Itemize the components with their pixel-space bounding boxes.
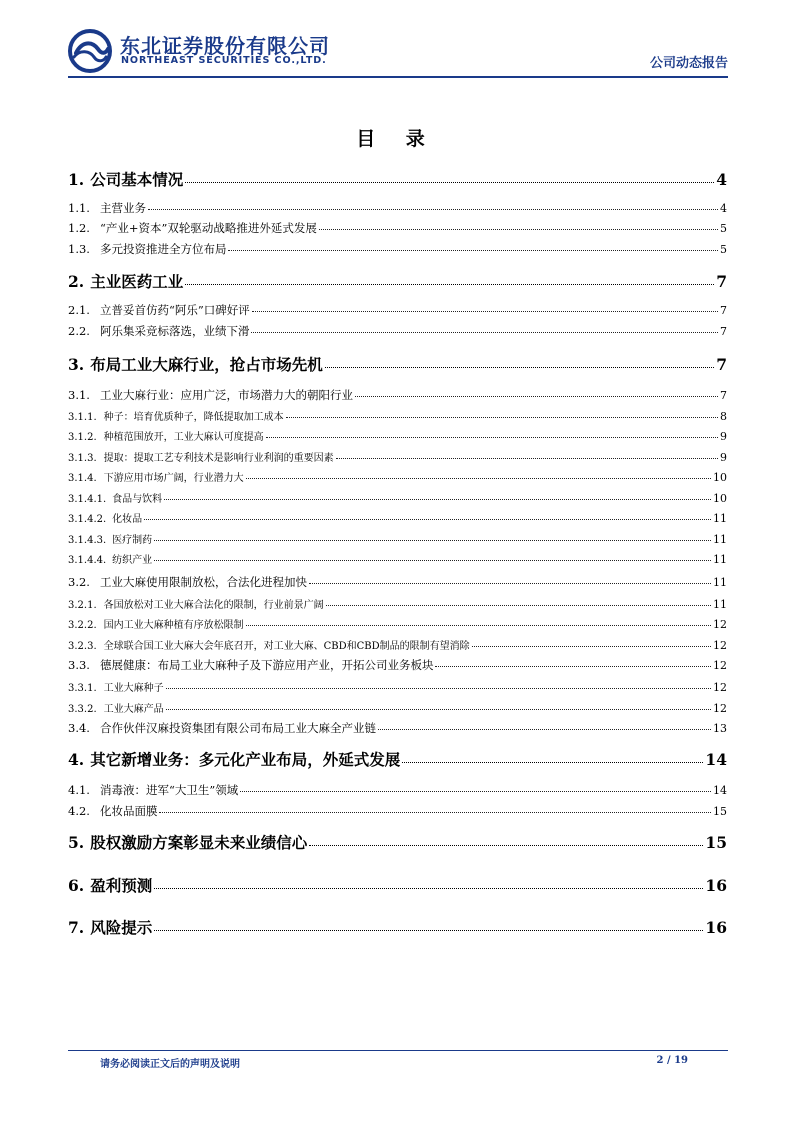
company-logo-icon — [68, 29, 112, 73]
toc-entry[interactable] — [68, 720, 727, 736]
toc-entry-title: 下游应用市场广阔，行业潜力大 — [103, 473, 244, 484]
toc-entry-page: 16 — [705, 918, 727, 937]
toc-entry-title: 布局工业大麻行业，抢占市场先机 — [90, 355, 323, 374]
toc-leader-dots — [246, 625, 711, 626]
toc-entry-page: 9 — [720, 451, 727, 464]
footer-divider — [68, 1050, 728, 1051]
toc-entry-title: 工业大麻行业：应用广泛，市场潜力大的朝阳行业 — [99, 388, 353, 402]
toc-leader-dots — [472, 646, 711, 647]
toc-entry-page: 11 — [713, 598, 727, 611]
toc-entry-page: 13 — [713, 722, 727, 735]
toc-leader-dots — [378, 729, 711, 730]
toc-entry-page: 14 — [705, 750, 727, 769]
toc-entry-title: “产业+资本”双轮驱动战略推进外延式发展 — [99, 221, 317, 235]
toc-entry-title: 种子：培育优质种子，降低提取加工成本 — [103, 412, 284, 423]
toc-entry-page: 9 — [720, 430, 727, 443]
toc-leader-dots — [164, 499, 711, 500]
toc-entry-number: 3.2. — [68, 575, 90, 589]
toc-entry[interactable] — [68, 387, 727, 403]
toc-entry-title: 其它新增业务：多元化产业布局，外延式发展 — [90, 750, 401, 769]
toc-entry-title: 立普妥首仿药“阿乐”口碑好评 — [99, 303, 250, 317]
toc-entry-title: 工业大麻种子 — [103, 683, 164, 694]
toc-entry-page: 12 — [713, 639, 727, 652]
header-divider — [68, 76, 728, 78]
toc-leader-dots — [286, 417, 718, 418]
toc-entry-page: 11 — [713, 553, 727, 566]
toc-entry-page: 7 — [716, 272, 727, 291]
toc-leader-dots — [355, 396, 718, 397]
toc-leader-dots — [159, 812, 711, 813]
toc-entry-title: 各国放松对工业大麻合法化的限制，行业前景广阔 — [103, 600, 324, 611]
toc-entry-number: 2. — [68, 272, 85, 291]
toc-entry-page: 12 — [713, 659, 727, 672]
toc-entry[interactable] — [68, 168, 727, 190]
toc-entry-number: 4.1. — [68, 783, 90, 797]
toc-entry-title: 合作伙伴汉麻投资集团有限公司布局工业大麻全产业链 — [99, 721, 376, 735]
toc-entry-number: 7. — [68, 918, 85, 937]
page-header — [68, 28, 728, 76]
toc-entry-number: 3. — [68, 355, 85, 374]
toc-entry-title: 盈利预测 — [90, 876, 153, 895]
toc-entry-number: 1.2. — [68, 221, 90, 235]
toc-leader-dots — [154, 930, 703, 931]
toc-entry[interactable] — [68, 916, 727, 938]
toc-entry[interactable] — [68, 241, 727, 257]
toc-entry[interactable] — [68, 449, 727, 464]
toc-entry-number: 5. — [68, 833, 85, 852]
toc-entry-number: 3.3. — [68, 658, 90, 672]
company-name-cn: 东北证券股份有限公司 — [120, 34, 330, 58]
toc-entry[interactable] — [68, 596, 727, 611]
toc-entry-number: 1. — [68, 170, 85, 189]
toc-entry[interactable] — [68, 616, 727, 631]
toc-entry-number: 3.1.3. — [68, 453, 97, 464]
toc-entry-number: 3.3.2. — [68, 704, 97, 715]
toc-entry[interactable] — [68, 551, 727, 566]
toc-leader-dots — [185, 284, 714, 285]
toc-title: 目 录 — [356, 128, 437, 150]
toc-entry-title: 医疗制药 — [112, 535, 153, 546]
toc-leader-dots — [309, 583, 711, 584]
toc-entry-number: 2.1. — [68, 303, 90, 317]
toc-leader-dots — [240, 791, 711, 792]
report-type-label: 公司动态报告 — [649, 56, 728, 71]
toc-leader-dots — [251, 332, 718, 333]
page-number: 2 / 19 — [656, 1055, 688, 1066]
toc-leader-dots — [319, 229, 718, 230]
toc-entry[interactable] — [68, 782, 727, 798]
toc-entry-page: 5 — [720, 222, 727, 235]
toc-entry-number: 3.2.1. — [68, 600, 97, 611]
toc-entry-number: 4. — [68, 750, 85, 769]
toc-entry-number: 3.2.2. — [68, 620, 97, 631]
toc-entry-page: 15 — [713, 805, 727, 818]
toc-entry-page: 7 — [720, 389, 727, 402]
toc-entry-title: 多元投资推进全方位布局 — [99, 242, 227, 256]
toc-entry-number: 4.2. — [68, 804, 90, 818]
toc-entry-title: 工业大麻产品 — [103, 704, 164, 715]
toc-leader-dots — [309, 845, 703, 846]
toc-leader-dots — [185, 182, 714, 183]
toc-entry[interactable] — [68, 679, 727, 694]
toc-entry-page: 10 — [713, 471, 727, 484]
toc-entry-page: 12 — [713, 618, 727, 631]
toc-entry-number: 3.1.4.4. — [68, 555, 107, 566]
toc-entry[interactable] — [68, 657, 727, 673]
toc-entry[interactable] — [68, 510, 727, 525]
toc-entry[interactable] — [68, 353, 727, 375]
toc-entry[interactable] — [68, 428, 727, 443]
toc-entry-number: 6. — [68, 876, 85, 895]
toc-entry-title: 阿乐集采竞标落选，业绩下滑 — [99, 324, 250, 338]
toc-leader-dots — [336, 458, 718, 459]
toc-entry-title: 提取：提取工艺专利技术是影响行业利润的重要因素 — [103, 453, 334, 464]
toc-entry-title: 食品与饮料 — [112, 494, 163, 505]
toc-entry-title: 风险提示 — [90, 918, 153, 937]
toc-entry-title: 化妆品 — [112, 514, 143, 525]
footer-disclaimer: 请务必阅读正文后的声明及说明 — [100, 1059, 240, 1070]
toc-entry-number: 3.1. — [68, 388, 90, 402]
toc-entry-title: 主业医药工业 — [90, 272, 184, 291]
toc-entry-page: 7 — [720, 325, 727, 338]
toc-entry-page: 11 — [713, 512, 727, 525]
toc-entry-title: 国内工业大麻种植有序放松限制 — [103, 620, 244, 631]
toc-entry-number: 1.1. — [68, 201, 90, 215]
toc-entry-number: 3.1.1. — [68, 412, 97, 423]
toc-leader-dots — [246, 478, 711, 479]
toc-entry-number: 1.3. — [68, 242, 90, 256]
toc-leader-dots — [144, 519, 711, 520]
toc-entry-page: 7 — [716, 355, 727, 374]
company-name-en: NORTHEAST SECURITIES CO.,LTD. — [121, 55, 327, 66]
toc-entry-number: 3.3.1. — [68, 683, 97, 694]
toc-entry-number: 3.1.4.3. — [68, 535, 107, 546]
toc-leader-dots — [154, 540, 711, 541]
toc-entry[interactable] — [68, 408, 727, 423]
toc-entry-number: 3.1.4.1. — [68, 494, 107, 505]
toc-entry-title: 种植范围放开，工业大麻认可度提高 — [103, 432, 264, 443]
toc-leader-dots — [266, 437, 718, 438]
toc-entry[interactable] — [68, 323, 727, 339]
toc-leader-dots — [166, 688, 711, 689]
toc-entry-title: 工业大麻使用限制放松，合法化进程加快 — [99, 575, 307, 589]
toc-entry-page: 14 — [713, 784, 727, 797]
toc-entry-title: 主营业务 — [99, 201, 146, 215]
toc-entry[interactable] — [68, 302, 727, 318]
toc-entry[interactable] — [68, 574, 727, 590]
toc-entry-page: 11 — [713, 533, 727, 546]
toc-entry-page: 15 — [705, 833, 727, 852]
toc-entry[interactable] — [68, 490, 727, 505]
toc-leader-dots — [325, 367, 715, 368]
toc-entry[interactable] — [68, 637, 727, 652]
toc-leader-dots — [402, 762, 703, 763]
toc-entry-title: 全球联合国工业大麻大会年底召开，对工业大麻、CBD和CBD制品的限制有望消除 — [103, 641, 470, 652]
toc-entry-number: 3.4. — [68, 721, 90, 735]
toc-entry[interactable] — [68, 874, 727, 896]
toc-entry-page: 10 — [713, 492, 727, 505]
toc-leader-dots — [166, 709, 711, 710]
toc-entry-title: 纺织产业 — [112, 555, 153, 566]
toc-entry-number: 3.1.4.2. — [68, 514, 107, 525]
toc-entry-page: 12 — [713, 681, 727, 694]
toc-entry-title: 股权激励方案彰显未来业绩信心 — [90, 833, 308, 852]
toc-entry[interactable] — [68, 531, 727, 546]
toc-entry[interactable] — [68, 748, 727, 770]
toc-entry-page: 4 — [716, 170, 727, 189]
toc-leader-dots — [148, 209, 718, 210]
toc-leader-dots — [228, 250, 718, 251]
toc-entry-title: 消毒液：进军“大卫生”领域 — [99, 783, 239, 797]
toc-entry-title: 公司基本情况 — [90, 170, 184, 189]
toc-entry-page: 11 — [713, 576, 727, 589]
toc-entry-page: 12 — [713, 702, 727, 715]
toc-entry-page: 4 — [720, 202, 727, 215]
toc-entry[interactable] — [68, 831, 727, 853]
toc-entry-title: 德展健康：布局工业大麻种子及下游应用产业，开拓公司业务板块 — [99, 658, 434, 672]
toc-entry-page: 8 — [720, 410, 727, 423]
toc-leader-dots — [435, 666, 711, 667]
toc-entry[interactable] — [68, 700, 727, 715]
toc-entry-number: 3.1.2. — [68, 432, 97, 443]
toc-entry-number: 2.2. — [68, 324, 90, 338]
toc-entry-number: 3.1.4. — [68, 473, 97, 484]
toc-entry-page: 16 — [705, 876, 727, 895]
toc-leader-dots — [154, 888, 703, 889]
toc-leader-dots — [154, 560, 711, 561]
toc-entry[interactable] — [68, 270, 727, 292]
toc-leader-dots — [326, 605, 711, 606]
toc-leader-dots — [252, 311, 718, 312]
toc-entry[interactable] — [68, 469, 727, 484]
toc-entry[interactable] — [68, 220, 727, 236]
toc-entry-page: 5 — [720, 243, 727, 256]
toc-entry-page: 7 — [720, 304, 727, 317]
toc-entry-number: 3.2.3. — [68, 641, 97, 652]
toc-entry[interactable] — [68, 803, 727, 819]
toc-entry[interactable] — [68, 200, 727, 216]
toc-entry-title: 化妆品面膜 — [99, 804, 158, 818]
